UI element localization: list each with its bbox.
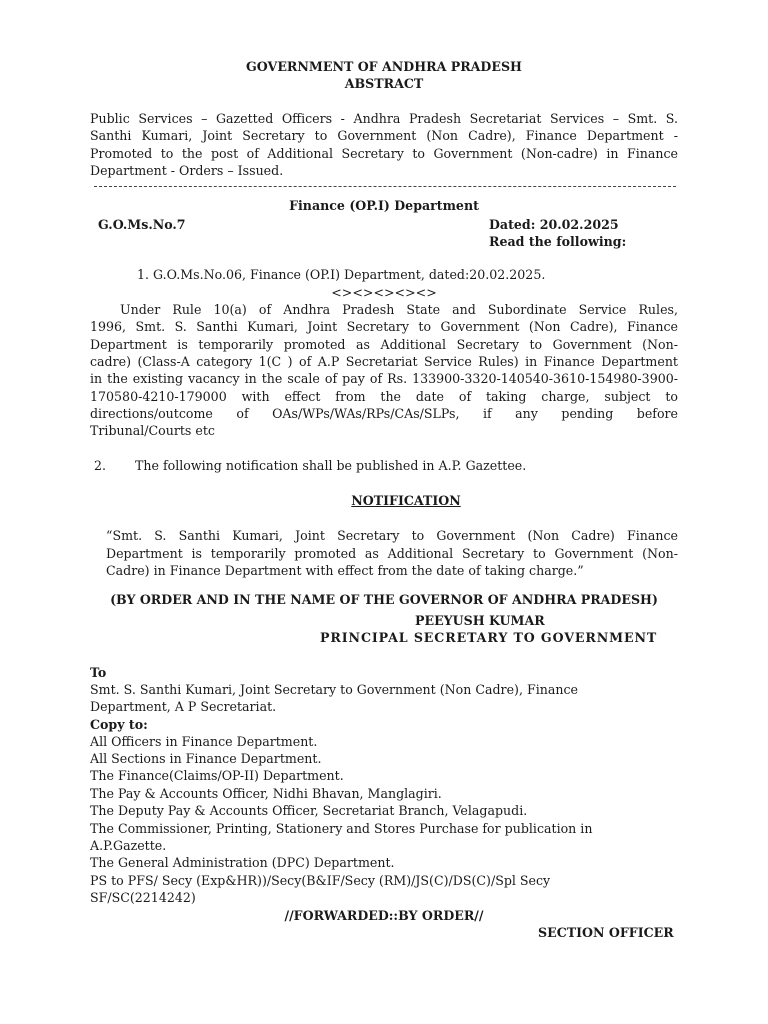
copy-to-item: SF/SC(2214242) — [90, 890, 196, 905]
signatory-name: PEEYUSH KUMAR — [415, 613, 545, 628]
order-paragraph-line: 1996, Smt. S. Santhi Kumari, Joint Secretary to Government (Non Cadre), Finance — [90, 319, 678, 334]
to-label: To — [90, 665, 107, 680]
copy-to-item: The Finance(Claims/OP-II) Department. — [90, 768, 344, 783]
copy-to-item: A.P.Gazette. — [90, 838, 167, 853]
notification-line: Department is temporarily promoted as Additional Secretary to Government (Non- — [106, 546, 678, 561]
gazette-publication-text: The following notification shall be published in A.P. Gazettee. — [135, 458, 527, 473]
addressee-line: Smt. S. Santhi Kumari, Joint Secretary to Government (Non Cadre), Finance — [90, 682, 578, 697]
section-officer: SECTION OFFICER — [538, 925, 674, 940]
go-number: G.O.Ms.No.7 — [98, 217, 186, 232]
paragraph-number: 2. — [94, 458, 107, 473]
copy-to-item: The Commissioner, Printing, Stationery and Stores Purchase for publication in — [90, 821, 593, 836]
abstract-heading: ABSTRACT — [344, 76, 424, 91]
copy-to-item: The Deputy Pay & Accounts Officer, Secretariat Branch, Velagapudi. — [90, 803, 528, 818]
subject-line: Promoted to the post of Additional Secretary to Government (Non-cadre) in Finance — [90, 146, 678, 161]
by-order-line: (BY ORDER AND IN THE NAME OF THE GOVERNOR OF ANDHRA PRADESH) — [110, 592, 658, 607]
forwarded-by-order: //FORWARDED::BY ORDER// — [284, 908, 484, 923]
order-date: Dated: 20.02.2025 — [489, 217, 619, 232]
order-paragraph-line: Department is temporarily promoted as Additional Secretary to Government (Non- — [90, 337, 678, 352]
separator-symbols: <><><><><> — [331, 285, 437, 300]
order-paragraph-line: Tribunal/Courts etc — [90, 423, 215, 438]
addressee-line: Department, A P Secretariat. — [90, 699, 277, 714]
order-paragraph-line: in the existing vacancy in the scale of pay of Rs. 133900-3320-140540-3610-154980-3900- — [90, 371, 678, 386]
copy-to-item: All Sections in Finance Department. — [90, 751, 322, 766]
subject-line: Public Services – Gazetted Officers - Andhra Pradesh Secretariat Services – Smt. S. — [90, 111, 678, 126]
copy-to-item: The Pay & Accounts Officer, Nidhi Bhavan, Manglagiri. — [90, 786, 442, 801]
department-heading: Finance (OP.I) Department — [289, 198, 479, 213]
copy-to-item: All Officers in Finance Department. — [90, 734, 318, 749]
subject-line: Santhi Kumari, Joint Secretary to Government (Non Cadre), Finance Department - — [90, 128, 678, 143]
copy-to-label: Copy to: — [90, 717, 148, 732]
government-heading: GOVERNMENT OF ANDHRA PRADESH — [246, 59, 522, 74]
read-the-following: Read the following: — [489, 234, 627, 249]
notification-line: Cadre) in Finance Department with effect from the date of taking charge.” — [106, 563, 584, 578]
order-paragraph-line: cadre) (Class-A category 1(C ) of A.P Secretariat Service Rules) in Finance Department — [90, 354, 678, 369]
notification-line: “Smt. S. Santhi Kumari, Joint Secretary to Government (Non Cadre) Finance — [106, 528, 678, 543]
order-paragraph-line: 170580-4210-179000 with effect from the date of taking charge, subject to — [90, 389, 678, 404]
reference-item: 1. G.O.Ms.No.06, Finance (OP.I) Department, dated:20.02.2025. — [137, 267, 546, 282]
notification-title: NOTIFICATION — [351, 493, 461, 508]
signatory-designation: PRINCIPAL SECRETARY TO GOVERNMENT — [320, 630, 658, 645]
order-paragraph-line: directions/outcome of OAs/WPs/WAs/RPs/CAs/SLPs, if any pending before — [90, 406, 678, 421]
dashed-divider — [94, 186, 676, 187]
subject-line: Department - Orders – Issued. — [90, 163, 284, 178]
copy-to-item: The General Administration (DPC) Department. — [90, 855, 395, 870]
order-paragraph-line: Under Rule 10(a) of Andhra Pradesh State and Subordinate Service Rules, — [120, 302, 678, 317]
copy-to-item: PS to PFS/ Secy (Exp&HR))/Secy(B&IF/Secy (RM)/JS(C)/DS(C)/Spl Secy — [90, 873, 551, 888]
